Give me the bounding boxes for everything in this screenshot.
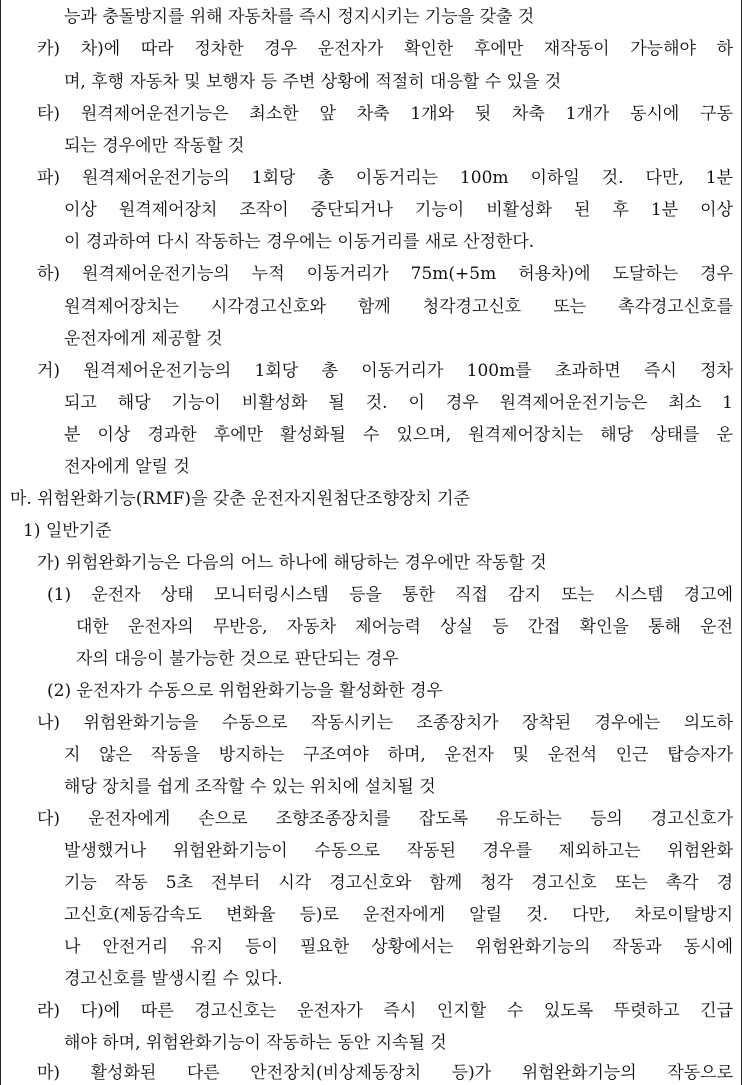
text-line: 운전자에게 제공할 것 — [64, 329, 223, 349]
text-line: 이 경과하여 다시 작동하는 경우에는 이동거리를 새로 산정한다. — [64, 232, 535, 252]
text-line: 하) 원격제어운전기능의 누적 이동거리가 75m(+5m 허용차)에 도달하는 경우 — [37, 264, 733, 284]
section-heading: 마. 위험완화기능(RMF)을 갖춘 운전자지원첨단조향장치 기준 — [10, 489, 470, 509]
text-line: 되고 해당 기능이 비활성화 될 것. 이 경우 원격제어운전기능은 최소 1 — [64, 393, 733, 413]
text-line: (1) 운전자 상태 모니터링시스템 등을 통한 직접 감지 또는 시스템 경고에 — [47, 585, 733, 605]
text-line: 해야 하며, 위험완화기능이 작동하는 동안 지속될 것 — [64, 1033, 447, 1053]
text-line: 분 이상 경과한 후에만 활성화될 수 있으며, 원격제어장치는 해당 상태를 운 — [64, 425, 733, 445]
text-line: 나 안전거리 유지 등이 필요한 상황에서는 위험완화기능의 작동과 동시에 — [64, 937, 733, 957]
text-line: 경고신호를 발생시킬 수 있다. — [64, 969, 283, 989]
text-line: 되는 경우에만 작동할 것 — [64, 136, 245, 156]
text-line: 지 않은 작동을 방지하는 구조여야 하며, 운전자 및 운전석 인근 탑승자가 — [64, 745, 733, 765]
text-line: 능과 충돌방지를 위해 자동차를 즉시 정지시키는 기능을 갖출 것 — [64, 7, 535, 27]
text-line: (2) 운전자가 수동으로 위험완화기능을 활성화한 경우 — [47, 681, 443, 701]
text-line: 카) 차)에 따라 정차한 경우 운전자가 확인한 후에만 재작동이 가능해야 하 — [37, 39, 733, 59]
text-line: 가) 위험완화기능은 다음의 어느 하나에 해당하는 경우에만 작동할 것 — [37, 553, 547, 573]
text-line: 원격제어장치는 시각경고신호와 함께 청각경고신호 또는 촉각경고신호를 — [64, 297, 733, 317]
text-line: 이상 원격제어장치 조작이 중단되거나 기능이 비활성화 된 후 1분 이상 — [64, 200, 733, 220]
text-line: 해당 장치를 쉽게 조작할 수 있는 위치에 설치될 것 — [64, 777, 436, 797]
text-line: 마) 활성화된 다른 안전장치(비상제동장치 등)가 위험완화기능의 작동으로 — [37, 1063, 733, 1083]
text-line: 거) 원격제어운전기능의 1회당 총 이동거리가 100m를 초과하면 즉시 정차 — [37, 361, 733, 381]
text-line: 다) 운전자에게 손으로 조향조종장치를 잡도록 유도하는 등의 경고신호가 — [37, 809, 733, 829]
text-line: 나) 위험완화기능을 수동으로 작동시키는 조종장치가 장착된 경우에는 의도하 — [37, 713, 733, 733]
text-line: 파) 원격제어운전기능의 1회당 총 이동거리는 100m 이하일 것. 다만, 1분 — [37, 168, 733, 188]
text-line: 기능 작동 5초 전부터 시각 경고신호와 함께 청각 경고신호 또는 촉각 경 — [64, 873, 733, 893]
text-line: 고신호(제동감속도 변화율 등)로 운전자에게 알릴 것. 다만, 차로이탈방지 — [64, 905, 733, 925]
text-line: 라) 다)에 따른 경고신호는 운전자가 즉시 인지할 수 있도록 뚜렷하고 긴급 — [37, 1001, 733, 1021]
text-line: 타) 원격제어운전기능은 최소한 앞 차축 1개와 뒷 차축 1개가 동시에 구동 — [37, 104, 733, 124]
text-line: 대한 운전자의 무반응, 자동차 제어능력 상실 등 간접 확인을 통해 운전 — [76, 617, 733, 637]
text-line: 발생했거나 위험완화기능이 수동으로 작동된 경우를 제외하고는 위험완화 — [64, 841, 733, 861]
text-line: 며, 후행 자동차 및 보행자 등 주변 상황에 적절히 대응할 수 있을 것 — [64, 72, 562, 92]
subsection-heading: 1) 일반기준 — [23, 521, 112, 541]
text-line: 전자에게 알릴 것 — [64, 457, 190, 477]
text-line: 자의 대응이 불가능한 것으로 판단되는 경우 — [76, 649, 399, 669]
